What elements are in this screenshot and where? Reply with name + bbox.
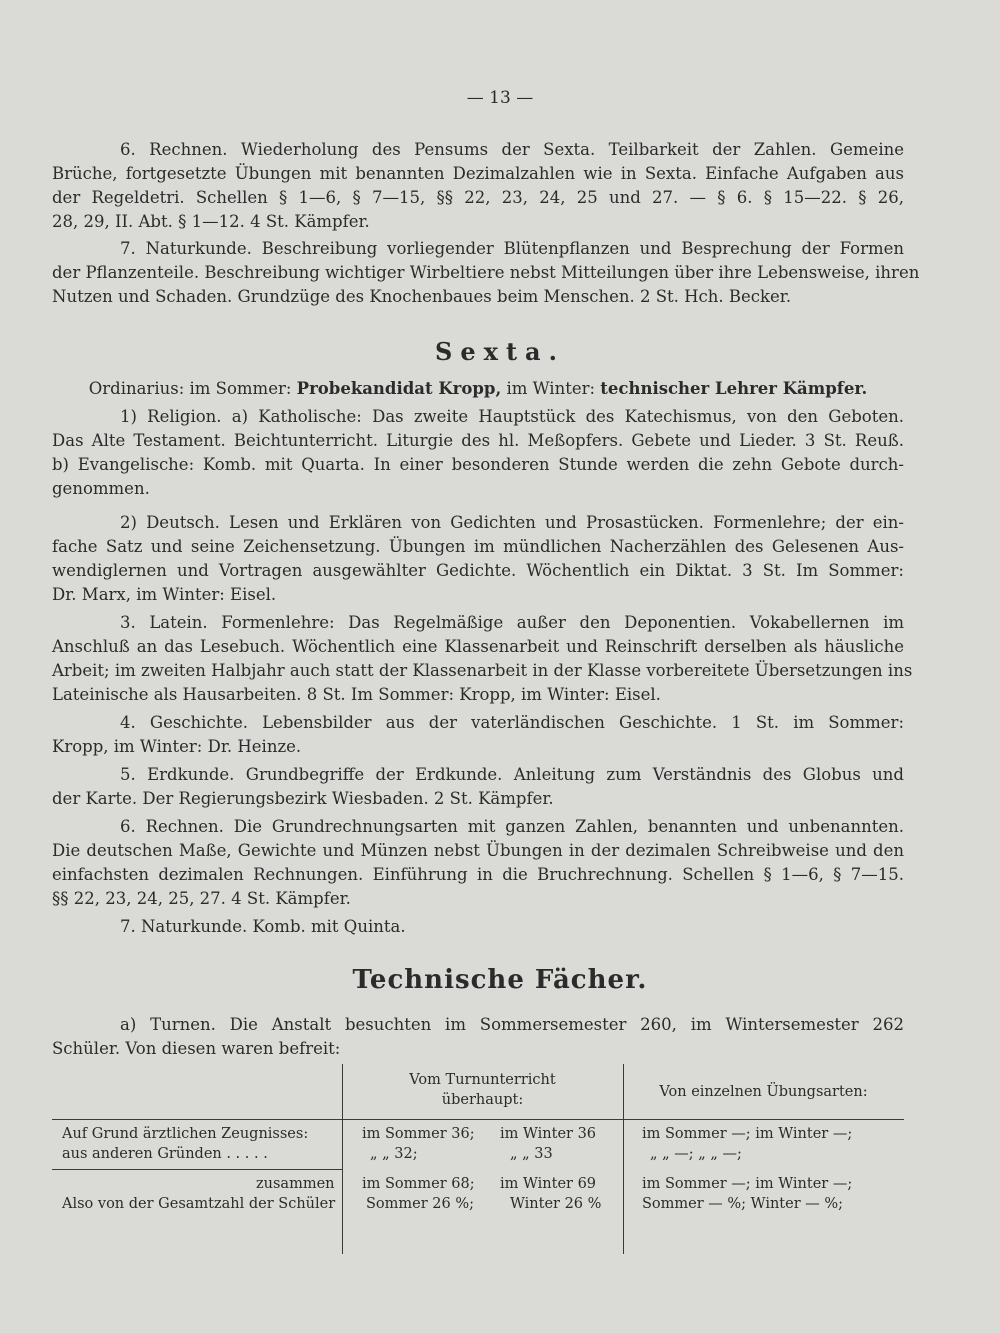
- text-line: 1) Religion. a) Katholische: Das zweite Hauptstück des Katechismus, von den Geboten.: [120, 407, 904, 426]
- ordinarius-line: [52, 377, 904, 401]
- text-line: genommen.: [52, 479, 150, 498]
- table-cell: im Sommer —; im Winter —;: [642, 1126, 853, 1142]
- text-line: Brüche, fortgesetzte Übungen mit benannten Dezimalzahlen wie in Sexta. Einfache Aufgaben aus: [52, 164, 904, 183]
- text-line: Schüler. Von diesen waren befreit:: [52, 1039, 341, 1058]
- table-rule: [52, 1169, 342, 1170]
- table-cell: im Sommer 68;: [362, 1176, 475, 1192]
- text-line: Dr. Marx, im Winter: Eisel.: [52, 585, 277, 604]
- text-line: 7. Naturkunde. Beschreibung vorliegender Blütenpflanzen und Besprechung der Formen: [120, 239, 904, 258]
- text-line: Das Alte Testament. Beichtunterricht. Liturgie des hl. Meßopfers. Gebete und Lieder. 3 St. Reuß.: [52, 431, 904, 450]
- table-cell: im Sommer —; im Winter —;: [642, 1176, 853, 1192]
- table-row-label: Auf Grund ärztlichen Zeugnisses:: [62, 1126, 309, 1142]
- text-line: der Karte. Der Regierungsbezirk Wiesbaden. 2 St. Kämpfer.: [52, 789, 554, 808]
- text-line: 28, 29, II. Abt. § 1—12. 4 St. Kämpfer.: [52, 212, 370, 231]
- text-line: §§ 22, 23, 24, 25, 27. 4 St. Kämpfer.: [52, 889, 351, 908]
- table-header-exercises: Von einzelnen Übungsarten:: [659, 1084, 868, 1100]
- text-line: Kropp, im Winter: Dr. Heinze.: [52, 737, 302, 756]
- text-line: Anschluß an das Lesebuch. Wöchentlich eine Klassenarbeit und Reinschrift derselben als häusliche: [52, 637, 904, 656]
- table-cell: Sommer 26 %;: [366, 1196, 475, 1212]
- table-rule: [52, 1119, 904, 1120]
- text-line: der Pflanzenteile. Beschreibung wichtiger Wirbeltiere nebst Mitteilungen über ihre Lebensweise, ihren: [52, 263, 920, 282]
- text-line: 2) Deutsch. Lesen und Erklären von Gedichten und Prosastücken. Formenlehre; der ein-: [120, 513, 904, 532]
- text-line: Nutzen und Schaden. Grundzüge des Knochenbaues beim Menschen. 2 St. Hch. Becker.: [52, 287, 792, 306]
- table-cell: im Winter 69: [500, 1176, 597, 1192]
- text-line: 7. Naturkunde. Komb. mit Quinta.: [120, 917, 406, 936]
- text-line: 6. Rechnen. Wiederholung des Pensums der Sexta. Teilbarkeit der Zahlen. Gemeine: [120, 140, 904, 159]
- table-row-label: zusammen: [256, 1176, 335, 1192]
- table-cell: „ „ —; „ „ —;: [650, 1146, 742, 1162]
- text-line: 3. Latein. Formenlehre: Das Regelmäßige außer den Deponentien. Vokabellernen im: [120, 613, 904, 632]
- text-line: Lateinische als Hausarbeiten. 8 St. Im Sommer: Kropp, im Winter: Eisel.: [52, 685, 661, 704]
- table-row-label: Also von der Gesamtzahl der Schüler: [62, 1196, 336, 1212]
- exemption-table: [52, 1064, 904, 1254]
- text-line: a) Turnen. Die Anstalt besuchten im Sommersemester 260, im Wintersemester 262: [120, 1015, 904, 1034]
- table-header-total: Vom Turnunterricht: [409, 1072, 556, 1088]
- text-line: der Regeldetri. Schellen § 1—6, § 7—15, §§ 22, 23, 24, 25 und 27. — § 6. § 15—22. § 26,: [52, 188, 904, 207]
- table-cell: im Winter 36: [500, 1126, 597, 1142]
- section-heading-technical: Technische Fächer.: [352, 965, 648, 995]
- table-cell: Winter 26 %: [510, 1196, 602, 1212]
- text-line: wendiglernen und Vortragen ausgewählter Gedichte. Wöchentlich ein Diktat. 3 St. Im Sommer:: [52, 561, 904, 580]
- page-number: — 13 —: [466, 88, 534, 108]
- text-line: 5. Erdkunde. Grundbegriffe der Erdkunde. Anleitung zum Verständnis des Globus und: [120, 765, 904, 784]
- table-cell: Sommer — %; Winter — %;: [642, 1196, 844, 1212]
- text-line: b) Evangelische: Komb. mit Quarta. In einer besonderen Stunde werden die zehn Gebote durch-: [52, 455, 904, 474]
- text-line: 4. Geschichte. Lebensbilder aus der vaterländischen Geschichte. 1 St. im Sommer:: [120, 713, 904, 732]
- table-cell: „ „ 32;: [370, 1146, 418, 1162]
- text-line: einfachsten dezimalen Rechnungen. Einführung in die Bruchrechnung. Schellen § 1—6, § 7—15.: [52, 865, 904, 884]
- text-line: fache Satz und seine Zeichensetzung. Übungen im mündlichen Nacherzählen des Gelesenen Aus-: [52, 537, 904, 556]
- ordinarius-mid: im Winter:: [506, 379, 596, 398]
- section-heading-sexta: Sexta.: [435, 337, 565, 366]
- text-line: Die deutschen Maße, Gewichte und Münzen nebst Übungen in der dezimalen Schreibweise und den: [52, 841, 904, 860]
- table-cell: „ „ 33: [510, 1146, 553, 1162]
- ordinarius-summer: Probekandidat Kropp,: [296, 379, 502, 398]
- table-cell: im Sommer 36;: [362, 1126, 475, 1142]
- text-line: Arbeit; im zweiten Halbjahr auch statt der Klassenarbeit in der Klasse vorbereitete Übersetzungen ins: [52, 661, 913, 680]
- ordinarius-winter: technischer Lehrer Kämpfer.: [600, 379, 868, 398]
- table-header-total: überhaupt:: [441, 1092, 524, 1108]
- text-line: 6. Rechnen. Die Grundrechnungsarten mit ganzen Zahlen, benannten und unbenannten.: [120, 817, 904, 836]
- table-row-label: aus anderen Gründen . . . . .: [62, 1146, 268, 1162]
- ordinarius-prefix: Ordinarius: im Sommer:: [88, 379, 292, 398]
